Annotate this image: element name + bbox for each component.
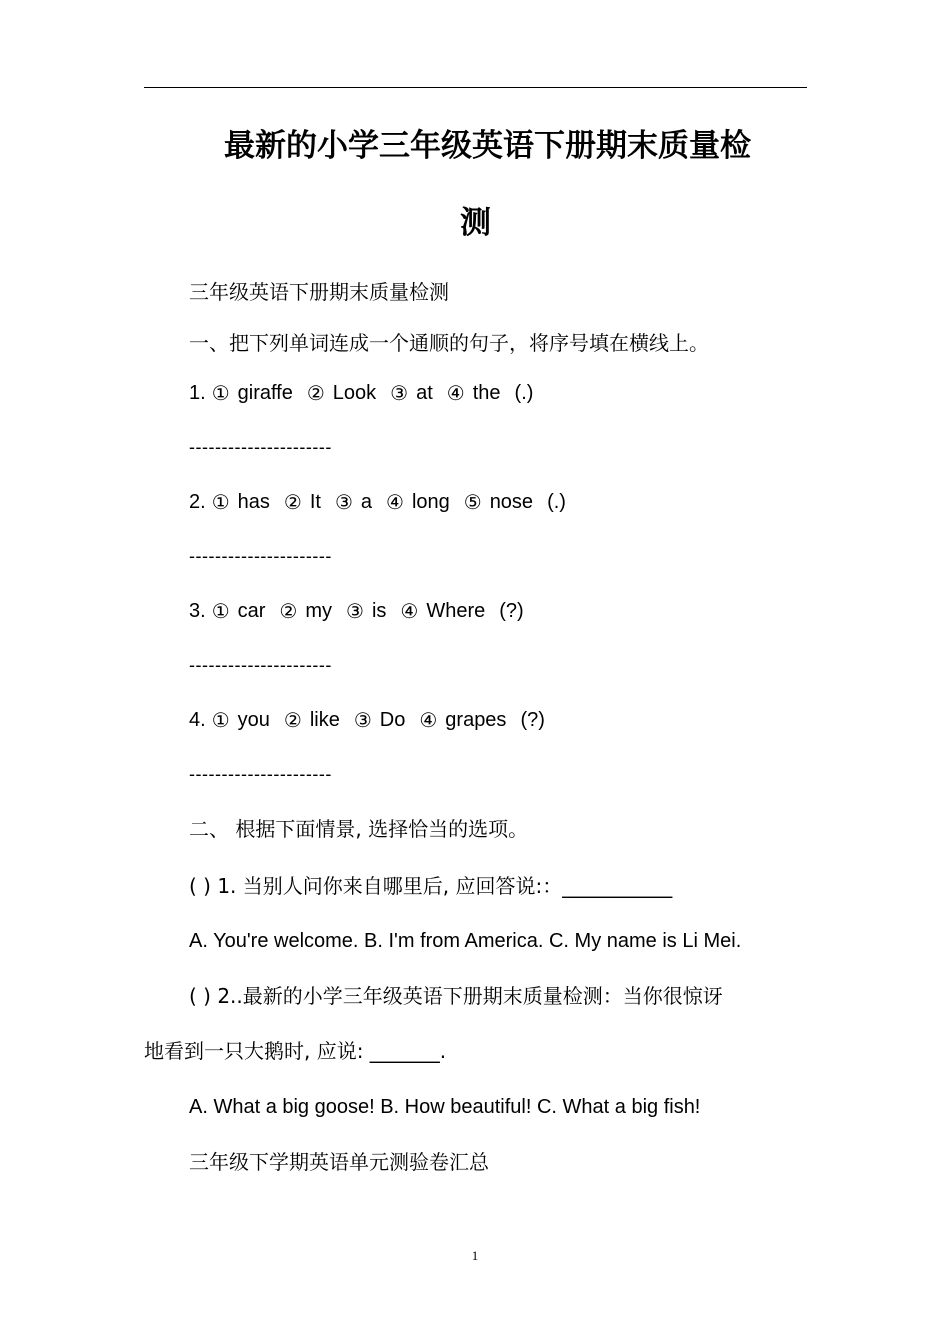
word: is [371,600,387,622]
word-mark: ③ [353,708,372,732]
answer-line-2: ---------------------- [189,546,332,566]
word-mark: ④ [400,599,419,623]
word-mark: ③ [346,599,364,623]
word: the [472,382,501,404]
item-number: 1. [189,382,206,404]
answer-line-4: ---------------------- [189,764,332,784]
item-1 [189,379,533,407]
item-end-punctuation: (?) [520,709,545,731]
word: like [309,709,340,731]
section-1-heading: 一、把下列单词连成一个通顺的句子，将序号填在横线上。 [189,331,709,355]
word-mark: ④ [419,708,438,732]
question-1-options: A. You're welcome. B. I'm from America. C. My name is Li Mei. [189,930,742,952]
item-end-punctuation: (?) [499,600,524,622]
page-title-line-1: 最新的小学三年级英语下册期末质量检 [224,128,751,164]
word-mark: ③ [390,381,409,405]
item-2 [189,488,566,516]
word-mark: ⑤ [463,490,482,514]
item-end-punctuation: (.) [514,382,534,404]
word: Look [332,382,377,404]
top-rule [144,87,807,88]
footer-line: 三年级下学期英语单元测验卷汇总 [189,1150,489,1174]
word-mark: ② [283,708,302,732]
item-end-punctuation: (.) [547,491,566,513]
word: It [309,491,321,513]
question-2-options: A. What a big goose! B. How beautiful! C. What a big fish! [189,1096,701,1118]
page-number: 1 [471,1248,479,1263]
word: long [411,491,450,513]
item-number: 2. [189,491,206,513]
word: Do [379,709,406,731]
question-1: ( ) 1. 当别人问你来自哪里后, 应回答说:：___________ [189,874,673,898]
subtitle: 三年级英语下册期末质量检测 [189,280,449,304]
word: my [305,600,333,622]
word: Where [426,600,486,622]
item-4 [189,706,545,734]
question-2-line-1: ( ) 2..最新的小学三年级英语下册期末质量检测：当你很惊讶 [189,984,723,1008]
item-number: 4. [189,709,206,731]
item-number: 3. [189,600,206,622]
word-mark: ② [306,381,325,405]
word-mark: ① [211,490,230,514]
answer-line-1: ---------------------- [189,437,332,457]
word: at [416,382,433,404]
page-title-line-2: 测 [460,205,491,241]
word-mark: ① [211,708,230,732]
word-mark: ③ [334,490,353,514]
item-3 [189,597,524,625]
word: grapes [445,709,507,731]
word: has [237,491,270,513]
word-mark: ① [211,599,230,623]
word: car [237,600,266,622]
section-2-heading: 二、 根据下面情景, 选择恰当的选项。 [189,817,529,841]
question-2-line-2: 地看到一只大鹅时, 应说: _______. [144,1039,447,1063]
word-mark: ② [283,490,302,514]
answer-line-3: ---------------------- [189,655,332,675]
word-mark: ④ [386,490,404,514]
word: you [237,709,270,731]
word: giraffe [237,382,293,404]
word-mark: ④ [446,381,465,405]
word-mark: ① [211,381,230,405]
word: a [360,491,372,513]
word: nose [489,491,534,513]
word-mark: ② [279,599,298,623]
